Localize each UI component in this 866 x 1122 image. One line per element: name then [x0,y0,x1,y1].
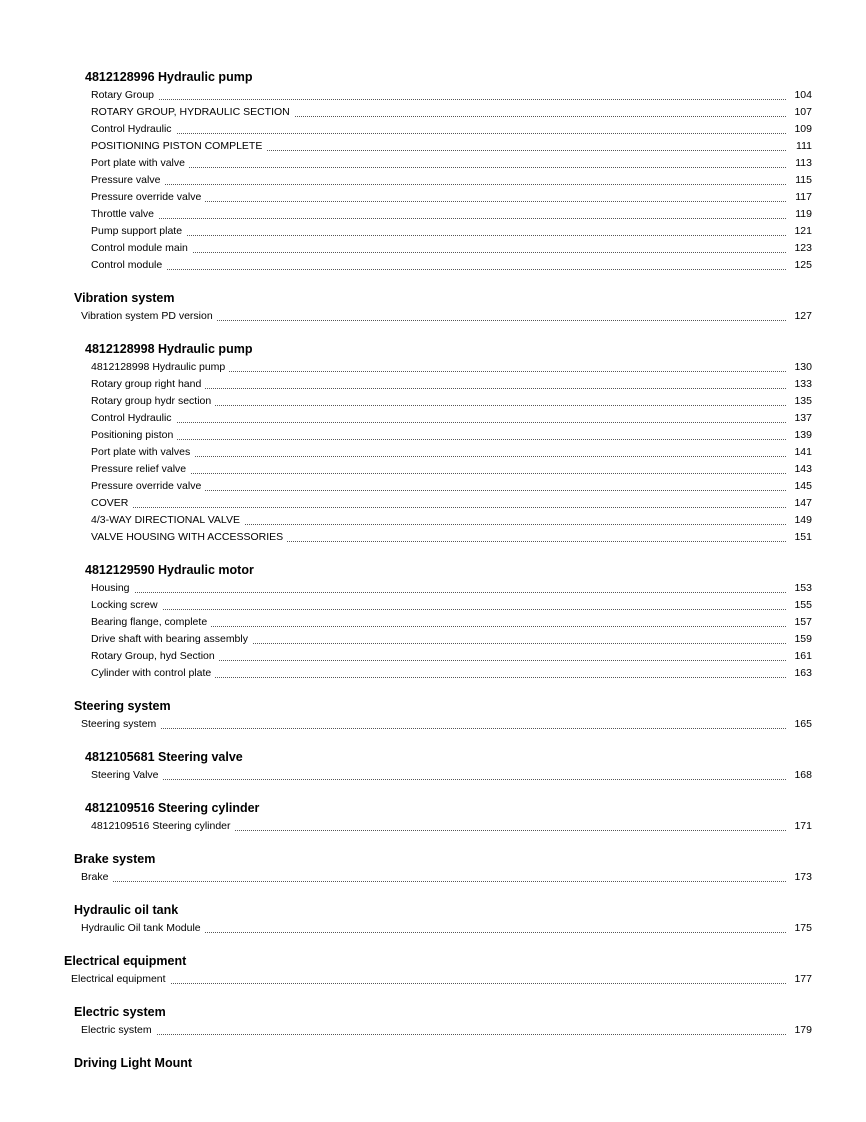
toc-entry-page-number: 163 [792,665,812,682]
toc-entry-label: Hydraulic Oil tank Module [81,920,205,937]
dot-leader [91,592,786,593]
section-heading: Vibration system [74,291,175,305]
toc-entry[interactable] [91,206,812,223]
toc-entry[interactable] [91,665,812,682]
toc-entry-page-number: 177 [792,971,812,988]
toc-entry-page-number: 137 [792,410,812,427]
dot-leader [71,983,786,984]
dot-leader [91,507,786,508]
toc-entry[interactable] [91,393,812,410]
dot-leader [91,184,786,185]
toc-entry-label: Housing [91,580,134,597]
toc-entry-page-number: 121 [792,223,812,240]
toc-entry-label: Pump support plate [91,223,186,240]
toc-entry[interactable] [91,223,812,240]
toc-entry-label: ROTARY GROUP, HYDRAULIC SECTION [91,104,294,121]
toc-entry-page-number: 109 [792,121,812,138]
toc-entry-page-number: 111 [794,138,812,155]
dot-leader [91,269,786,270]
toc-entry-label: Control module main [91,240,192,257]
dot-leader [91,167,786,168]
dot-leader [81,1034,786,1035]
toc-entry-label: Electric system [81,1022,156,1039]
toc-entry[interactable] [81,1022,812,1039]
dot-leader [81,881,786,882]
toc-entry-label: Brake [81,869,112,886]
toc-entry-label: Bearing flange, complete [91,614,211,631]
toc-entry-label: Port plate with valves [91,444,194,461]
toc-entry[interactable] [91,121,812,138]
section-heading: 4812128998 Hydraulic pump [85,342,253,356]
toc-entry-page-number: 127 [792,308,812,325]
toc-entry[interactable] [91,478,812,495]
toc-entry-page-number: 168 [792,767,812,784]
dot-leader [91,456,786,457]
dot-leader [81,728,786,729]
toc-entry-page-number: 157 [792,614,812,631]
toc-entry[interactable] [91,767,812,784]
section-heading: Driving Light Mount [74,1056,193,1070]
toc-entry[interactable] [91,648,812,665]
toc-entry-page-number: 115 [793,172,812,189]
section-heading: Electrical equipment [64,954,187,968]
toc-entry-label: POSITIONING PISTON COMPLETE [91,138,266,155]
toc-entry-page-number: 171 [792,818,812,835]
toc-entry[interactable] [81,869,812,886]
toc-entry[interactable] [91,155,812,172]
toc-entry-label: Electrical equipment [71,971,170,988]
section-heading: Brake system [74,852,156,866]
dot-leader [91,779,786,780]
toc-entry-label: Pressure relief valve [91,461,190,478]
toc-entry[interactable] [91,614,812,631]
dot-leader [91,133,786,134]
toc-entry[interactable] [81,308,812,325]
toc-entry-page-number: 179 [792,1022,812,1039]
toc-entry-label: Rotary group hydr section [91,393,215,410]
toc-entry[interactable] [91,189,812,206]
toc-entry-page-number: 104 [792,87,812,104]
section-heading: Hydraulic oil tank [74,903,179,917]
toc-entry[interactable] [81,920,812,937]
toc-entry-label: Cylinder with control plate [91,665,215,682]
dot-leader [91,422,786,423]
dot-leader [91,609,786,610]
toc-entry-label: Control module [91,257,166,274]
toc-entry-page-number: 151 [792,529,812,546]
toc-entry-label: Positioning piston [91,427,177,444]
dot-leader [91,235,786,236]
section-heading: Electric system [74,1005,166,1019]
toc-entry-label: Throttle valve [91,206,158,223]
toc-entry-page-number: 135 [792,393,812,410]
toc-entry-label: Port plate with valve [91,155,189,172]
toc-entry[interactable] [91,580,812,597]
toc-entry-label: Locking screw [91,597,162,614]
section-heading: 4812109516 Steering cylinder [85,801,260,815]
toc-entry[interactable] [91,495,812,512]
toc-entry[interactable] [91,240,812,257]
toc-entry[interactable] [81,716,812,733]
toc-entry-label: Rotary Group, hyd Section [91,648,219,665]
toc-entry[interactable] [91,444,812,461]
toc-entry-page-number: 149 [792,512,812,529]
toc-entry-page-number: 123 [792,240,812,257]
toc-entry-label: Vibration system PD version [81,308,217,325]
toc-entry-page-number: 133 [792,376,812,393]
toc-entry-page-number: 143 [792,461,812,478]
toc-entry-label: 4812128998 Hydraulic pump [91,359,229,376]
section-heading: 4812129590 Hydraulic motor [85,563,254,577]
section-heading: 4812105681 Steering valve [85,750,243,764]
toc-entry-page-number: 139 [792,427,812,444]
toc-entry-page-number: 159 [792,631,812,648]
toc-entry-page-number: 117 [793,189,812,206]
toc-entry[interactable] [91,461,812,478]
toc-entry[interactable] [91,359,812,376]
toc-entry[interactable] [91,257,812,274]
toc-entry[interactable] [91,529,812,546]
toc-entry-label: Steering Valve [91,767,163,784]
toc-entry-label: VALVE HOUSING WITH ACCESSORIES [91,529,287,546]
dot-leader [91,439,786,440]
toc-entry-page-number: 175 [792,920,812,937]
toc-entry-page-number: 119 [793,206,812,223]
toc-entry-page-number: 125 [792,257,812,274]
toc-entry-page-number: 147 [792,495,812,512]
toc-entry-label: Pressure override valve [91,478,205,495]
toc-entry-label: Pressure valve [91,172,164,189]
toc-entry[interactable] [91,410,812,427]
toc-entry[interactable] [91,87,812,104]
toc-entry[interactable] [91,172,812,189]
toc-entry-label: COVER [91,495,132,512]
toc-entry[interactable] [91,376,812,393]
toc-entry[interactable] [91,597,812,614]
toc-entry[interactable] [71,971,812,988]
toc-entry-page-number: 141 [792,444,812,461]
toc-entry-page-number: 145 [792,478,812,495]
toc-entry-label: 4812109516 Steering cylinder [91,818,235,835]
toc-entry-page-number: 161 [792,648,812,665]
toc-entry[interactable] [91,631,812,648]
toc-entry-page-number: 155 [792,597,812,614]
toc-entry[interactable] [91,138,812,155]
dot-leader [91,252,786,253]
toc-entry-label: Rotary Group [91,87,158,104]
toc-entry-label: Control Hydraulic [91,410,176,427]
toc-entry-page-number: 107 [792,104,812,121]
toc-entry-page-number: 113 [793,155,812,172]
toc-entry-label: Drive shaft with bearing assembly [91,631,252,648]
toc-entry-label: Steering system [81,716,160,733]
toc-entry[interactable] [91,512,812,529]
toc-entry[interactable] [91,427,812,444]
dot-leader [91,218,786,219]
toc-entry-label: Pressure override valve [91,189,205,206]
toc-entry[interactable] [91,104,812,121]
section-heading: Steering system [74,699,171,713]
toc-entry-page-number: 153 [792,580,812,597]
toc-entry-label: Rotary group right hand [91,376,205,393]
dot-leader [91,99,786,100]
toc-entry-page-number: 130 [792,359,812,376]
toc-entry-label: 4/3-WAY DIRECTIONAL VALVE [91,512,244,529]
toc-entry[interactable] [91,818,812,835]
toc-entry-page-number: 173 [792,869,812,886]
dot-leader [91,473,786,474]
section-heading: 4812128996 Hydraulic pump [85,70,253,84]
toc-entry-label: Control Hydraulic [91,121,176,138]
toc-entry-page-number: 165 [792,716,812,733]
